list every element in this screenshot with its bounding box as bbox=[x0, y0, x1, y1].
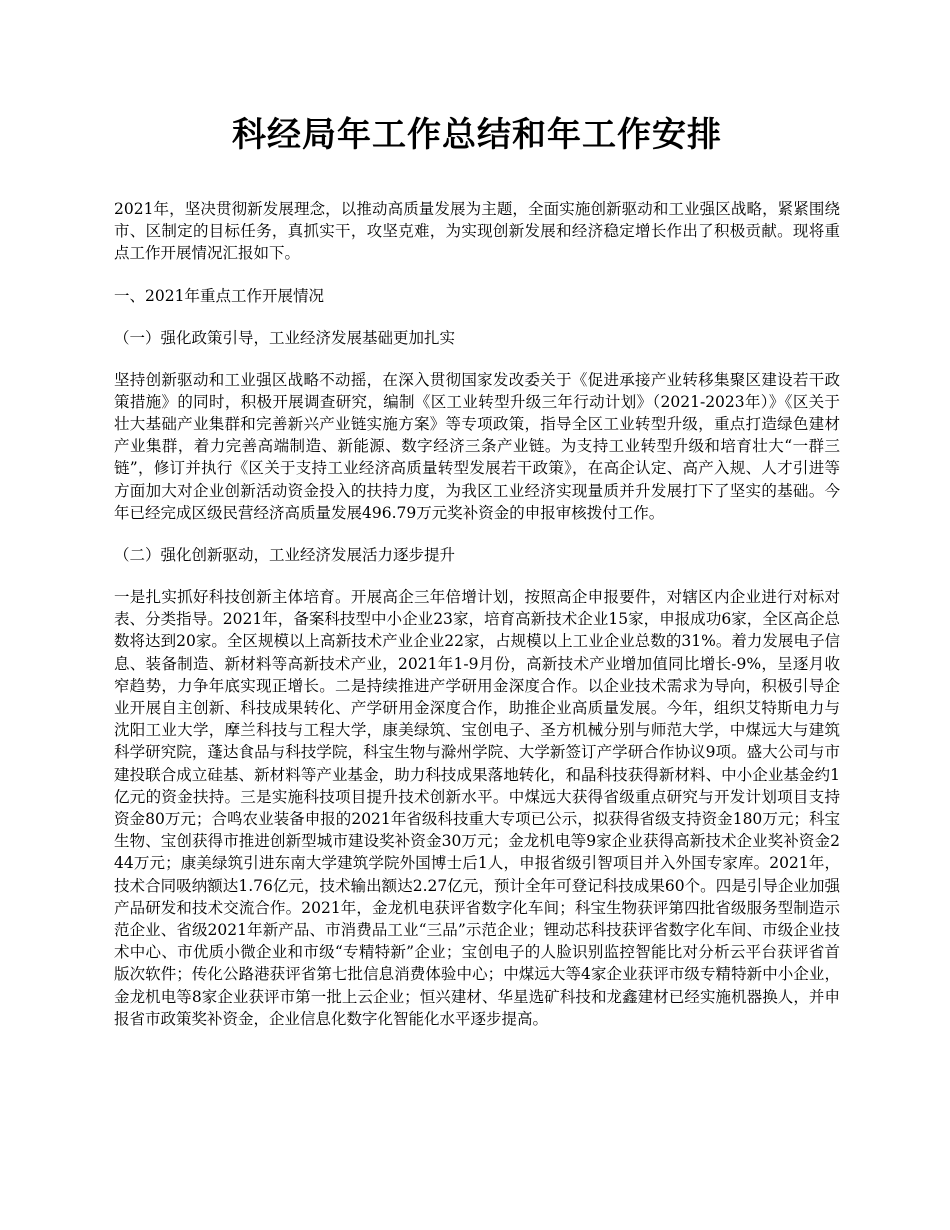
subsection-body-1: 坚持创新驱动和工业强区战略不动摇，在深入贯彻国家发改委关于《促进承接产业转移集聚区建设若干政策措施》的同时，积极开展调查研究，编制《区工业转型升级三年行动计划》（2021-2023年）》《区关于壮大基础产业集群和完善新兴产业链实施方案》等专项政策，指导全区工业转型升级，重点打造绿色建材产业集群，着力完善高端制造、新能源、数字经济三条产业链。为支持工业转型升级和培育壮大“一群三链”，修订并执行《区关于支持工业经济高质量转型发展若干政策》，在高企认定、高产入规、人才引进等方面加大对企业创新活动资金投入的扶持力度，为我区工业经济实现量质并升发展打下了坚实的基础。今年已经完成区级民营经济高质量发展496.79万元奖补资金的申报审核拨付工作。 bbox=[114, 370, 840, 522]
intro-paragraph: 2021年，坚决贯彻新发展理念，以推动高质量发展为主题，全面实施创新驱动和工业强区战略，紧紧围绕市、区制定的目标任务，真抓实干，攻坚克难，为实现创新发展和经济稳定增长作出了积极贡献。现将重点工作开展情况汇报如下。 bbox=[114, 200, 840, 263]
section-heading-1: 一、2021年重点工作开展情况 bbox=[114, 286, 324, 305]
subsection-heading-1: （一）强化政策引导，工业经济发展基础更加扎实 bbox=[114, 328, 456, 347]
subsection-heading-2: （二）强化创新驱动，工业经济发展活力逐步提升 bbox=[114, 546, 456, 565]
document-title: 科经局年工作总结和年工作安排 bbox=[232, 115, 722, 155]
subsection-body-2: 一是扎实抓好科技创新主体培育。开展高企三年倍增计划，按照高企申报要件，对辖区内企业进行对标对表、分类指导。2021年，备案科技型中小企业23家，培育高新技术企业15家，申报成功6家，全区高企总数将达到20家。全区规模以上高新技术产业企业22家，占规模以上工业企业总数的31%。着力发展电子信息、装备制造、新材料等高新技术产业，2021年1-9月份，高新技术产业增加值同比增长-9%，呈逐月收窄趋势，力争年底实现正增长。二是持续推进产学研用金深度合作。以企业技术需求为导向，积极引导企业开展自主创新、科技成果转化、产学研用金深度合作，助推企业高质量发展。今年，组织艾特斯电力与沈阳工业大学，摩兰科技与工程大学，康美绿筑、宝创电子、圣方机械分别与师范大学，中煤远大与建筑科学研究院，蓬达食品与科技学院，科宝生物与滁州学院、大学新签订产学研合作协议9项。盛大公司与市建投联合成立硅基、新材料等产业基金，助力科技成果落地转化，和晶科技获得新材料、中小企业基金约1亿元的资金扶持。三是实施科技项目提升技术创新水平。中煤远大获得省级重点研究与开发计划项目支持资金80万元；合鸣农业装备申报的2021年省级科技重大专项已公示，拟获得省级支持资金180万元；科宝生物、宝创获得市推进创新型城市建设奖补资金30万元；金龙机电等9家企业获得高新技术企业奖补资金244万元；康美绿筑引进东南大学建筑学院外国博士后1人，申报省级引智项目并入外国专家库。2021年，技术合同吸纳额达1.76亿元，技术输出额达2.27亿元，预计全年可登记科技成果60个。四是引导企业加强产品研发和技术交流合作。2021年，金龙机电获评省数字化车间；科宝生物获评第四批省级服务型制造示范企业、省级2021年新产品、市消费品工业“三品”示范企业；锂动芯科技获评省数字化车间、市级企业技术中心、市优质小微企业和市级“专精特新”企业；宝创电子的人脸识别监控智能比对分析云平台获评省首版次软件；传化公路港获评省第七批信息消费体验中心；中煤远大等4家企业获评市级专精特新中小企业，金龙机电等8家企业获评市第一批上云企业；恒兴建材、华星选矿科技和龙鑫建材已经实施机器换人，并申报省市政策奖补资金，企业信息化数字化智能化水平逐步提高。 bbox=[114, 588, 840, 1028]
